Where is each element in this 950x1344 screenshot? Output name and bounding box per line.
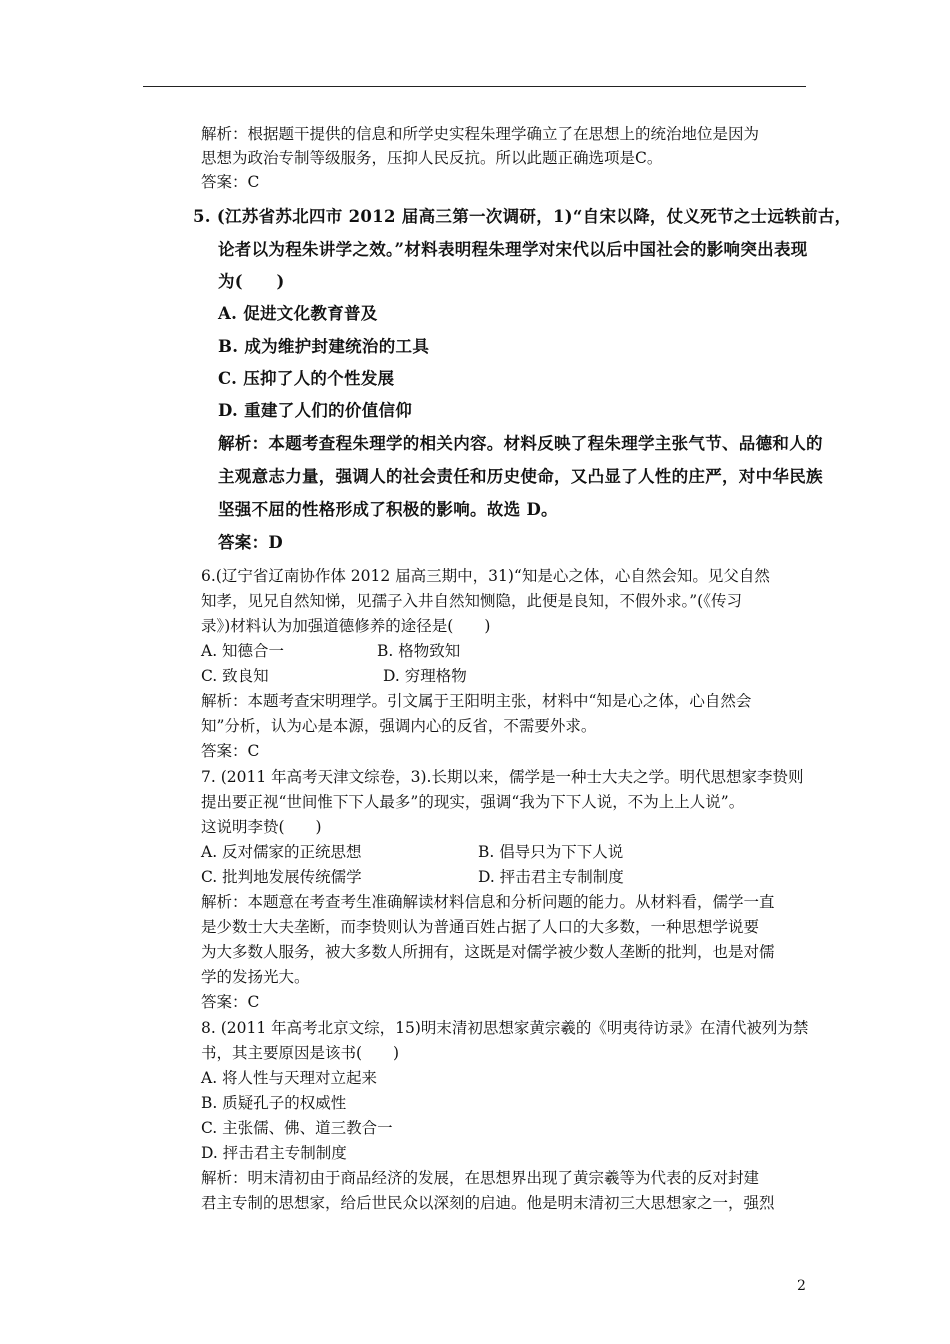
q6-stem-line: 6.(辽宁省辽南协作体 2012 届高三期中，31)“知是心之体，心自然会知。见父自然 (201, 567, 770, 585)
q6-option-d: D. 穷理格物 (383, 667, 467, 685)
q6-option-a: A. 知德合一 (201, 642, 285, 660)
q5-option-a: A. 促进文化教育普及 (218, 304, 378, 323)
q5-answer: 答案：D (218, 533, 284, 552)
q7-stem-line: 7. (2011 年高考天津文综卷，3).长期以来，儒学是一种士大夫之学。明代思想家李贽则 (201, 768, 804, 786)
q4-answer: 答案：C (201, 173, 260, 191)
q5-option-d: D. 重建了人们的价值信仰 (218, 401, 413, 420)
q6-stem-line: 知孝，见兄自然知悌，见孺子入井自然知恻隐，此便是良知，不假外求。”(《传习 (201, 592, 742, 610)
q7-option-d: D. 抨击君主专制制度 (478, 868, 624, 886)
q5-option-b: B. 成为维护封建统治的工具 (218, 337, 430, 356)
q5-stem-line: 为( ) (218, 272, 285, 291)
q8-stem-line: 8. (2011 年高考北京文综，15)明末清初思想家黄宗羲的《明夷待访录》在清代被列为禁 (201, 1019, 809, 1037)
q6-option-c: C. 致良知 (201, 667, 269, 685)
q4-analysis-line: 思想为政治专制等级服务，压抑人民反抗。所以此题正确选项是C。 (201, 149, 663, 167)
header-rule (143, 86, 806, 87)
q7-analysis-line: 解析：本题意在考查考生准确解读材料信息和分析问题的能力。从材料看，儒学一直 (201, 893, 775, 911)
q7-analysis-line: 为大多数人服务，被大多数人所拥有，这既是对儒学被少数人垄断的批判，也是对儒 (201, 943, 775, 961)
q7-analysis-line: 是少数士大夫垄断，而李贽则认为普通百姓占据了人口的大多数，一种思想学说要 (201, 918, 760, 936)
q8-analysis-line: 解析：明末清初由于商品经济的发展，在思想界出现了黄宗羲等为代表的反对封建 (201, 1169, 760, 1187)
page-number: 2 (797, 1278, 806, 1294)
q7-answer: 答案：C (201, 993, 260, 1011)
q7-analysis-line: 学的发扬光大。 (201, 968, 310, 986)
q4-analysis-line: 解析：根据题干提供的信息和所学史实程朱理学确立了在思想上的统治地位是因为 (201, 125, 760, 143)
q8-option-c: C. 主张儒、佛、道三教合一 (201, 1119, 393, 1137)
q6-answer: 答案：C (201, 742, 260, 760)
q5-stem-line: 5. (江苏省苏北四市 2012 届高三第一次调研，1)“自宋以降，仗义死节之士远轶前古， (193, 207, 852, 226)
q6-option-b: B. 格物致知 (377, 642, 461, 660)
q8-option-a: A. 将人性与天理对立起来 (201, 1069, 378, 1087)
q7-stem-line: 提出要正视“世间惟下下人最多”的现实，强调“我为下下人说，不为上上人说”。 (201, 793, 745, 811)
q7-option-c: C. 批判地发展传统儒学 (201, 868, 362, 886)
q6-analysis-line: 解析：本题考查宋明理学。引文属于王阳明主张，材料中“知是心之体，心自然会 (201, 692, 752, 710)
q6-analysis-line: 知”分析，认为心是本源，强调内心的反省，不需要外求。 (201, 717, 597, 735)
q5-stem-line: 论者以为程朱讲学之效。”材料表明程朱理学对宋代以后中国社会的影响突出表现 (218, 240, 808, 259)
q8-option-b: B. 质疑孔子的权威性 (201, 1094, 347, 1112)
q5-analysis-line: 主观意志力量，强调人的社会责任和历史使命，又凸显了人性的庄严，对中华民族 (218, 467, 823, 486)
q6-stem-line: 录》)材料认为加强道德修养的途径是( ) (201, 617, 491, 635)
q7-option-a: A. 反对儒家的正统思想 (201, 843, 362, 861)
q5-option-c: C. 压抑了人的个性发展 (218, 369, 395, 388)
q8-stem-line: 书，其主要原因是该书( ) (201, 1044, 400, 1062)
q8-analysis-line: 君主专制的思想家，给后世民众以深刻的启迪。他是明末清初三大思想家之一，强烈 (201, 1194, 775, 1212)
q8-option-d: D. 抨击君主专制制度 (201, 1144, 347, 1162)
q7-option-b: B. 倡导只为下下人说 (478, 843, 624, 861)
q5-analysis-line: 解析：本题考查程朱理学的相关内容。材料反映了程朱理学主张气节、品德和人的 (218, 434, 823, 453)
q7-stem-line: 这说明李贽( ) (201, 818, 322, 836)
q5-analysis-line: 坚强不屈的性格形成了积极的影响。故选 D。 (218, 500, 558, 519)
